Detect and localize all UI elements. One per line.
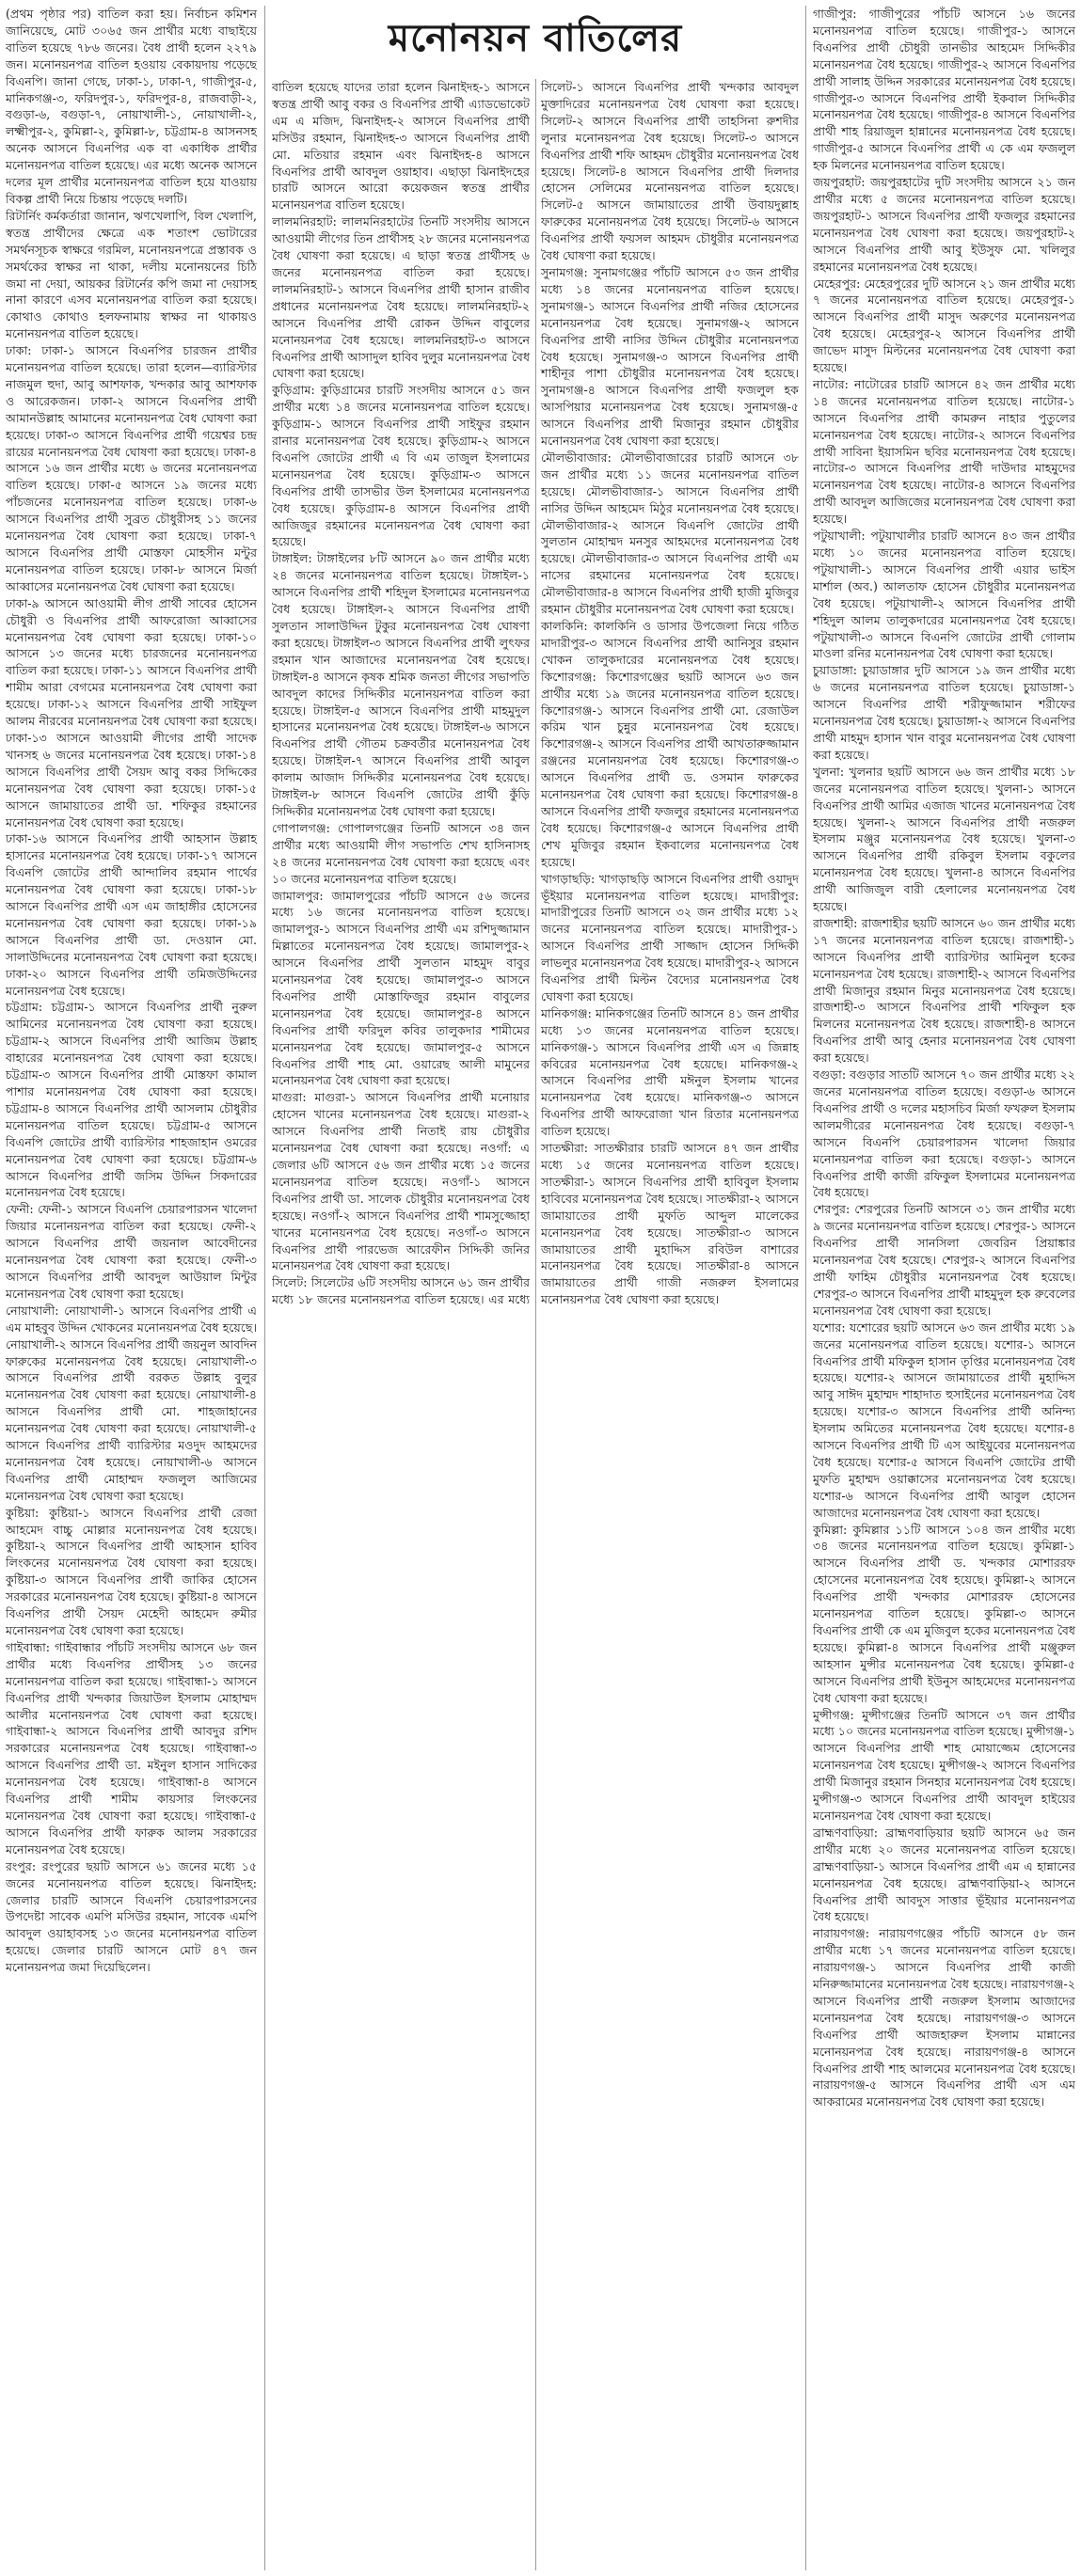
- article-paragraph: কুড়িগ্রাম: কুড়িগ্রামের চারটি সংসদীয় আসনে ৫১ জন প্রার্থীর মধ্যে ১৪ জনের মনোনয়নপত্র বাতিল হয়েছে। কুড়িগ্রাম-১ আসনে বিএনপির প্রার্থী সাইফুর রহমান রানার মনোনয়নপত্র বৈধ হয়েছে। কুড়িগ্রাম-২ আসনে বিএনপি জোটের প্রার্থী এ বি এম তাজুল ইসলামের মনোনয়নপত্র বৈধ হয়েছে। কুড়িগ্রাম-৩ আসনে বিএনপির প্রার্থী তাসভীর উল ইসলামের মনোনয়নপত্র বৈধ হয়েছে। কুড়িগ্রাম-৪ আসনে বিএনপির প্রার্থী আজিজুর রহমানের মনোনয়নপত্র বৈধ ঘোষণা করা হয়েছে।: [272, 383, 530, 549]
- article-paragraph: নারায়ণগঞ্জ: নারায়ণগঞ্জের পাঁচটি আসনে ৫৮ জন প্রার্থীর মধ্যে ১৭ জনের মনোনয়নপত্র বাতিল হয়েছে। নারায়ণগঞ্জ-১ আসনে বিএনপির প্রার্থী কাজী মনিরুজ্জামানের মনোনয়নপত্র বৈধ হয়েছে। নারায়ণগঞ্জ-২ আসনে বিএনপির প্রার্থী নজরুল ইসলাম আজাদের মনোনয়নপত্র বৈধ হয়েছে। নারায়ণগঞ্জ-৩ আসনে বিএনপির প্রার্থী আজহারুল ইসলাম মান্নানের মনোনয়নপত্র বৈধ হয়েছে। নারায়ণগঞ্জ-৪ আসনে বিএনপির প্রার্থী শাহ আলমের মনোনয়নপত্র বৈধ হয়েছে। নারায়ণগঞ্জ-৫ আসনে বিএনপির প্রার্থী এস এম আকরামের মনোনয়নপত্র বৈধ ঘোষণা করা হয়েছে।: [813, 1926, 1075, 2110]
- article-paragraph: লালমনিরহাট: লালমনিরহাটের তিনটি সংসদীয় আসনে আওয়ামী লীগের তিন প্রার্থীসহ ২৮ জনের মনোনয়নপত্র বৈধ ঘোষণা করা হয়েছে। এ ছাড়া স্বতন্ত্র প্রার্থীসহ ৬ জনের মনোনয়নপত্র বাতিল করা হয়েছে। লালমনিরহাট-১ আসনে বিএনপির প্রার্থী হাসান রাজীব প্রধানের মনোনয়নপত্র বৈধ হয়েছে। লালমনিরহাট-২ আসনে বিএনপির প্রার্থী রোকন উদ্দিন বাবুলের মনোনয়নপত্র বৈধ হয়েছে। লালমনিরহাট-৩ আসনে বিএনপির প্রার্থী আসাদুল হাবিব দুলুর মনোনয়নপত্র বৈধ ঘোষণা করা হয়েছে।: [272, 214, 530, 381]
- article-paragraph: সুনামগঞ্জ: সুনামগঞ্জের পাঁচটি আসনে ৫৩ জন প্রার্থীর মধ্যে ১৪ জনের মনোনয়নপত্র বাতিল হয়েছে। সুনামগঞ্জ-১ আসনে বিএনপির প্রার্থী নজির হোসেনের মনোনয়নপত্র বৈধ হয়েছে। সুনামগঞ্জ-২ আসনে বিএনপির প্রার্থী নাসির উদ্দিন চৌধুরীর মনোনয়নপত্র বৈধ হয়েছে। সুনামগঞ্জ-৩ আসনে বিএনপির প্রার্থী শাহীনূর পাশা চৌধুরীর মনোনয়নপত্র বৈধ হয়েছে। সুনামগঞ্জ-৪ আসনে বিএনপির প্রার্থী ফজলুল হক আসপিয়ার মনোনয়নপত্র বৈধ হয়েছে। সুনামগঞ্জ-৫ আসনে বিএনপির প্রার্থী মিজানুর রহমান চৌধুরীর মনোনয়নপত্র বৈধ ঘোষণা করা হয়েছে।: [541, 264, 799, 449]
- article-paragraph: টাঙ্গাইল: টাঙ্গাইলের ৮টি আসনে ৯০ জন প্রার্থীর মধ্যে ২৪ জনের মনোনয়নপত্র বাতিল হয়েছে। টাঙ্গাইল-১ আসনে বিএনপির প্রার্থী শহিদুল ইসলামের মনোনয়নপত্র বৈধ হয়েছে। টাঙ্গাইল-২ আসনে বিএনপির প্রার্থী সুলতান সালাউদ্দিন টুকুর মনোনয়নপত্র বৈধ ঘোষণা করা হয়েছে। টাঙ্গাইল-৩ আসনে বিএনপির প্রার্থী লুৎফর রহমান খান আজাদের মনোনয়নপত্র বৈধ হয়েছে। টাঙ্গাইল-৪ আসনে কৃষক শ্রমিক জনতা লীগের সভাপতি আবদুল কাদের সিদ্দিকীর মনোনয়নপত্র বাতিল করা হয়েছে। টাঙ্গাইল-৫ আসনে বিএনপির প্রার্থী মাহমুদুল হাসানের মনোনয়নপত্র বৈধ হয়েছে। টাঙ্গাইল-৬ আসনে বিএনপির প্রার্থী গৌতম চক্রবর্তীর মনোনয়নপত্র বৈধ হয়েছে। টাঙ্গাইল-৭ আসনে বিএনপির প্রার্থী আবুল কালাম আজাদ সিদ্দিকীর মনোনয়নপত্র বৈধ হয়েছে। টাঙ্গাইল-৮ আসনে বিএনপি জোটের প্রার্থী কুঁড়ি সিদ্দিকীর মনোনয়নপত্র বৈধ ঘোষণা করা হয়েছে।: [272, 551, 530, 818]
- article-paragraph: (প্রথম পৃষ্ঠার পর) বাতিল করা হয়। নির্বাচন কমিশন জানিয়েছে, মোট ৩০৬৫ জন প্রার্থীর মধ্যে বাছাইয়ে বাতিল হয়েছে ৭৮৬ জনের। বৈধ প্রার্থী হলেন ২২৭৯ জন। মনোনয়নপত্র বাতিল হওয়ায় বেকায়দায় পড়েছে বিএনপি। জানা গেছে, ঢাকা-১, ঢাকা-৭, গাজীপুর-৫, মানিকগঞ্জ-৩, ফরিদপুর-১, ফরিদপুর-৪, রাজবাড়ী-২, বগুড়া-৬, বগুড়া-৭, নোয়াখালী-১, নোয়াখালী-২, লক্ষ্মীপুর-২, কুমিল্লা-২, কুমিল্লা-৮, চট্টগ্রাম-৪ আসনসহ অনেক আসনে বিএনপির এক বা একাধিক প্রার্থীর মনোনয়নপত্র বাতিল হয়েছে। এর মধ্যে অনেক আসনে দলের মূল প্রার্থীর মনোনয়নপত্র বাতিল হয়ে যাওয়ায় বিকল্প প্রার্থী নিয়ে চিন্তায় পড়েছে দলটি।: [6, 7, 257, 206]
- article-paragraph: মুন্সীগঞ্জ: মুন্সীগঞ্জের তিনটি আসনে ৩৭ জন প্রার্থীর মধ্যে ১০ জনের মনোনয়নপত্র বাতিল হয়েছে। মুন্সীগঞ্জ-১ আসনে বিএনপির প্রার্থী শাহ মোয়াজ্জেম হোসেনের মনোনয়নপত্র বৈধ হয়েছে। মুন্সীগঞ্জ-২ আসনে বিএনপির প্রার্থী মিজানুর রহমান সিনহার মনোনয়নপত্র বৈধ হয়েছে। মুন্সীগঞ্জ-৩ আসনে বিএনপির প্রার্থী আবদুল হাইয়ের মনোনয়নপত্র বৈধ ঘোষণা করা হয়েছে।: [813, 1707, 1075, 1823]
- article-paragraph: খুলনা: খুলনার ছয়টি আসনে ৬৬ জন প্রার্থীর মধ্যে ১৮ জনের মনোনয়নপত্র বাতিল হয়েছে। খুলনা-১ আসনে বিএনপির প্রার্থী আমির এজাজ খানের মনোনয়নপত্র বৈধ হয়েছে। খুলনা-২ আসনে বিএনপির প্রার্থী নজরুল ইসলাম মঞ্জুর মনোনয়নপত্র বৈধ হয়েছে। খুলনা-৩ আসনে বিএনপির প্রার্থী রকিবুল ইসলাম বকুলের মনোনয়নপত্র বৈধ হয়েছে। খুলনা-৪ আসনে বিএনপির প্রার্থী আজিজুল বারী হেলালের মনোনয়নপত্র বৈধ হয়েছে।: [813, 764, 1075, 914]
- article-paragraph: ফেনী: ফেনী-১ আসনে বিএনপি চেয়ারপারসন খালেদা জিয়ার মনোনয়নপত্র বাতিল করা হয়েছে। ফেনী-২ আসনে বিএনপির প্রার্থী জয়নাল আবেদীনের মনোনয়নপত্র বৈধ ঘোষণা করা হয়েছে। ফেনী-৩ আসনে বিএনপির প্রার্থী আবদুল আউয়াল মিন্টুর মনোনয়নপত্র বৈধ ঘোষণা করা হয়েছে।: [6, 1202, 257, 1301]
- article-paragraph: বগুড়া: বগুড়ার সাতটি আসনে ৭০ জন প্রার্থীর মধ্যে ২২ জনের মনোনয়নপত্র বাতিল হয়েছে। বগুড়া-৬ আসনে বিএনপির প্রার্থী ও দলের মহাসচিব মির্জা ফখরুল ইসলাম আলমগীরের মনোনয়নপত্র বৈধ হয়েছে। বগুড়া-৭ আসনে বিএনপি চেয়ারপারসন খালেদা জিয়ার মনোনয়নপত্র বাতিল করা হয়েছে। বগুড়া-১ আসনে বিএনপির প্রার্থী কাজী রফিকুল ইসলামের মনোনয়নপত্র বৈধ হয়েছে।: [813, 1067, 1075, 1200]
- article-paragraph: জয়পুরহাট: জয়পুরহাটের দুটি সংসদীয় আসনে ২১ জন প্রার্থীর মধ্যে ৫ জনের মনোনয়নপত্র বাতিল হয়েছে। জয়পুরহাট-১ আসনে বিএনপির প্রার্থী ফজলুর রহমানের মনোনয়নপত্র বৈধ ঘোষণা করা হয়েছে। জয়পুরহাট-২ আসনে বিএনপির প্রার্থী আবু ইউসুফ মো. খলিলুর রহমানের মনোনয়নপত্র বৈধ হয়েছে।: [813, 175, 1075, 274]
- article-paragraph: চুয়াডাঙ্গা: চুয়াডাঙ্গার দুটি আসনে ১৯ জন প্রার্থীর মধ্যে ৬ জনের মনোনয়নপত্র বাতিল হয়েছে। চুয়াডাঙ্গা-১ আসনে বিএনপির প্রার্থী শরীফুজ্জামান শরীফের মনোনয়নপত্র বৈধ হয়েছে। চুয়াডাঙ্গা-২ আসনে বিএনপির প্রার্থী মাহমুদ হাসান খান বাবুর মনোনয়নপত্র বৈধ ঘোষণা করা হয়েছে।: [813, 663, 1075, 762]
- article-paragraph: ঢাকা-১৬ আসনে বিএনপির প্রার্থী আহসান উল্লাহ হাসানের মনোনয়নপত্র বৈধ হয়েছে। ঢাকা-১৭ আসনে বিএনপি জোটের প্রার্থী আন্দালিব রহমান পার্থের মনোনয়নপত্র বৈধ ঘোষণা করা হয়েছে। ঢাকা-১৮ আসনে বিএনপির প্রার্থী এস এম জাহাঙ্গীর হোসেনের মনোনয়নপত্র বৈধ ঘোষণা করা হয়েছে। ঢাকা-১৯ আসনে বিএনপির প্রার্থী ডা. দেওয়ান মো. সালাউদ্দিনের মনোনয়নপত্র বৈধ ঘোষণা করা হয়েছে। ঢাকা-২০ আসনে বিএনপির প্রার্থী তমিজউদ্দিনের মনোনয়নপত্র বৈধ হয়েছে।: [6, 831, 257, 998]
- article-paragraph: বাতিল হয়েছে যাদের তারা হলেন ঝিনাইদহ-১ আসনে স্বতন্ত্র প্রার্থী আবু বকর ও বিএনপির প্রার্থী এ্যাডভোকেট এম এ মজিদ, ঝিনাইদহ-২ আসনে বিএনপির প্রার্থী মসিউর রহমান, ঝিনাইদহ-৩ আসনে বিএনপির প্রার্থী মো. মতিয়ার রহমান এবং ঝিনাইদহ-৪ আসনে বিএনপির প্রার্থী আবদুল ওয়াহাব। এছাড়া ঝিনাইদহের চারটি আসনে আরো কয়েকজন স্বতন্ত্র প্রার্থীর মনোনয়নপত্র বাতিল হয়েছে।: [272, 80, 530, 213]
- article-paragraph: মৌলভীবাজার: মৌলভীবাজারের চারটি আসনে ৩৮ জন প্রার্থীর মধ্যে ১১ জনের মনোনয়নপত্র বাতিল হয়েছে। মৌলভীবাজার-১ আসনে বিএনপির প্রার্থী নাসির উদ্দিন আহমেদ মিঠুর মনোনয়নপত্র বৈধ হয়েছে। মৌলভীবাজার-২ আসনে বিএনপি জোটের প্রার্থী সুলতান মোহাম্মদ মনসুর আহমদের মনোনয়নপত্র বৈধ হয়েছে। মৌলভীবাজার-৩ আসনে বিএনপির প্রার্থী এম নাসের রহমানের মনোনয়নপত্র বৈধ হয়েছে। মৌলভীবাজার-৪ আসনে বিএনপির প্রার্থী হাজী মুজিবুর রহমান চৌধুরীর মনোনয়নপত্র বৈধ ঘোষণা করা হয়েছে।: [541, 450, 799, 617]
- article-paragraph: গোপালগঞ্জ: গোপালগঞ্জের তিনটি আসনে ৩৪ জন প্রার্থীর মধ্যে আওয়ামী লীগ সভাপতি শেখ হাসিনাসহ ২৪ জনের মনোনয়নপত্র বৈধ ঘোষণা করা হয়েছে এবং ১০ জনের মনোনয়নপত্র বাতিল হয়েছে।: [272, 820, 530, 886]
- article-paragraph: কুষ্টিয়া: কুষ্টিয়া-১ আসনে বিএনপির প্রার্থী রেজা আহমেদ বাচ্চু মোল্লার মনোনয়নপত্র বৈধ হয়েছে। কুষ্টিয়া-২ আসনে বিএনপির প্রার্থী আহসান হাবিব লিংকনের মনোনয়নপত্র বৈধ ঘোষণা করা হয়েছে। কুষ্টিয়া-৩ আসনে বিএনপির প্রার্থী জাকির হোসেন সরকারের মনোনয়নপত্র বৈধ হয়েছে। কুষ্টিয়া-৪ আসনে বিএনপির প্রার্থী সৈয়দ মেহেদী আহমেদ রুমীর মনোনয়নপত্র বৈধ ঘোষণা করা হয়েছে।: [6, 1505, 257, 1637]
- article-paragraph: কুমিল্লা: কুমিল্লার ১১টি আসনে ১০৪ জন প্রার্থীর মধ্যে ৩৪ জনের মনোনয়নপত্র বাতিল হয়েছে। কুমিল্লা-১ আসনে বিএনপির প্রার্থী ড. খন্দকার মোশাররফ হোসেনের মনোনয়নপত্র বৈধ হয়েছে। কুমিল্লা-২ আসনে বিএনপির প্রার্থী খন্দকার মোশাররফ হোসেনের মনোনয়নপত্র বাতিল হয়েছে। কুমিল্লা-৩ আসনে বিএনপির প্রার্থী কে এম মুজিবুল হকের মনোনয়নপত্র বৈধ হয়েছে। কুমিল্লা-৪ আসনে বিএনপির প্রার্থী মঞ্জুরুল আহসান মুন্সীর মনোনয়নপত্র বৈধ হয়েছে। কুমিল্লা-৫ আসনে বিএনপির প্রার্থী ইউনুস আহমেদের মনোনয়নপত্র বৈধ ঘোষণা করা হয়েছে।: [813, 1522, 1075, 1705]
- article-paragraph: ঢাকা-৯ আসনে আওয়ামী লীগ প্রার্থী সাবের হোসেন চৌধুরী ও বিএনপির প্রার্থী আফরোজা আব্বাসের মনোনয়নপত্র বৈধ ঘোষণা করা হয়েছে। ঢাকা-১০ আসনে ১৩ জনের মধ্যে চারজনের মনোনয়নপত্র বাতিল করা হয়েছে। ঢাকা-১১ আসনে বিএনপির প্রার্থী শামীম আরা বেগমের মনোনয়নপত্র বৈধ ঘোষণা করা হয়েছে। ঢাকা-১২ আসনে বিএনপির প্রার্থী সাইফুল আলম নীরবের মনোনয়নপত্র বৈধ ঘোষণা করা হয়েছে। ঢাকা-১৩ আসনে আওয়ামী লীগের প্রার্থী সাদেক খানসহ ৬ জনের মনোনয়নপত্র বৈধ হয়েছে। ঢাকা-১৪ আসনে বিএনপির প্রার্থী সৈয়দ আবু বকর সিদ্দিকের মনোনয়নপত্র বৈধ ঘোষণা করা হয়েছে। ঢাকা-১৫ আসনে জামায়াতের প্রার্থী ডা. শফিকুর রহমানের মনোনয়নপত্র বৈধ ঘোষণা করা হয়েছে।: [6, 595, 257, 830]
- article-paragraph: খাগড়াছড়ি: খাগড়াছড়ি আসনে বিএনপির প্রার্থী ওয়াদুদ ভূঁইয়ার মনোনয়নপত্র বাতিল হয়েছে। মাদারীপুর: মাদারীপুরের তিনটি আসনে ৩২ জন প্রার্থীর মধ্যে ১২ জনের মনোনয়নপত্র বাতিল হয়েছে। মাদারীপুর-১ আসনে বিএনপির প্রার্থী সাজ্জাদ হোসেন সিদ্দিকী লাভলুর মনোনয়নপত্র বৈধ হয়েছে। মাদারীপুর-২ আসনে বিএনপির প্রার্থী মিল্টন বৈদ্যের মনোনয়নপত্র বৈধ ঘোষণা করা হয়েছে।: [541, 871, 799, 1004]
- article-paragraph: কালকিনি: কালকিনি ও ডাসার উপজেলা নিয়ে গঠিত মাদারীপুর-৩ আসনে বিএনপির প্রার্থী আনিসুর রহমান খোকন তালুকদারের মনোনয়নপত্র বৈধ হয়েছে। কিশোরগঞ্জ: কিশোরগঞ্জের ছয়টি আসনে ৬৩ জন প্রার্থীর মধ্যে ১৯ জনের মনোনয়নপত্র বাতিল হয়েছে। কিশোরগঞ্জ-১ আসনে বিএনপির প্রার্থী মো. রেজাউল করিম খান চুন্নুর মনোনয়নপত্র বৈধ হয়েছে। কিশোরগঞ্জ-২ আসনে বিএনপির প্রার্থী আখতারুজ্জামান রঞ্জনের মনোনয়নপত্র বৈধ হয়েছে। কিশোরগঞ্জ-৩ আসনে বিএনপির প্রার্থী ড. ওসমান ফারুকের মনোনয়নপত্র বৈধ ঘোষণা করা হয়েছে। কিশোরগঞ্জ-৪ আসনে বিএনপির প্রার্থী ফজলুর রহমানের মনোনয়নপত্র বৈধ হয়েছে। কিশোরগঞ্জ-৫ আসনে বিএনপির প্রার্থী শেখ মুজিবুর রহমান ইকবালের মনোনয়নপত্র বৈধ হয়েছে।: [541, 619, 799, 869]
- article-paragraph: মানিকগঞ্জ: মানিকগঞ্জের তিনটি আসনে ৪১ জন প্রার্থীর মধ্যে ১৩ জনের মনোনয়নপত্র বাতিল হয়েছে। মানিকগঞ্জ-১ আসনে বিএনপির প্রার্থী এস এ জিন্নাহ কবিরের মনোনয়নপত্র বৈধ হয়েছে। মানিকগঞ্জ-২ আসনে বিএনপির প্রার্থী মঈনুল ইসলাম খানের মনোনয়নপত্র বৈধ হয়েছে। মানিকগঞ্জ-৩ আসনে বিএনপির প্রার্থী আফরোজা খান রিতার মনোনয়নপত্র বাতিল হয়েছে।: [541, 1005, 799, 1139]
- article-paragraph: নোয়াখালী: নোয়াখালী-১ আসনে বিএনপির প্রার্থী এ এম মাহবুব উদ্দিন খোকনের মনোনয়নপত্র বৈধ হয়েছে। নোয়াখালী-২ আসনে বিএনপির প্রার্থী জয়নুল আবদিন ফারুকের মনোনয়নপত্র বৈধ হয়েছে। নোয়াখালী-৩ আসনে বিএনপির প্রার্থী বরকত উল্লাহ বুলুর মনোনয়নপত্র বৈধ ঘোষণা করা হয়েছে। নোয়াখালী-৪ আসনে বিএনপির প্রার্থী মো. শাহজাহানের মনোনয়নপত্র বৈধ ঘোষণা করা হয়েছে। নোয়াখালী-৫ আসনে বিএনপির প্রার্থী ব্যারিস্টার মওদুদ আহমদের মনোনয়নপত্র বৈধ হয়েছে। নোয়াখালী-৬ আসনে বিএনপির প্রার্থী মোহাম্মদ ফজলুল আজিমের মনোনয়নপত্র বৈধ ঘোষণা করা হয়েছে।: [6, 1303, 257, 1503]
- article-paragraph: জামালপুর: জামালপুরের পাঁচটি আসনে ৫৬ জনের মধ্যে ১৬ জনের মনোনয়নপত্র বাতিল হয়েছে। জামালপুর-১ আসনে বিএনপির প্রার্থী এম রশিদুজ্জামান মিল্লাতের মনোনয়নপত্র বৈধ হয়েছে। জামালপুর-২ আসনে বিএনপির প্রার্থী সুলতান মাহমুদ বাবুর মনোনয়নপত্র বৈধ হয়েছে। জামালপুর-৩ আসনে বিএনপির প্রার্থী মোস্তাফিজুর রহমান বাবুলের মনোনয়নপত্র বৈধ হয়েছে। জামালপুর-৪ আসনে বিএনপির প্রার্থী ফরিদুল কবির তালুকদার শামীমের মনোনয়নপত্র বৈধ হয়েছে। জামালপুর-৫ আসনে বিএনপির প্রার্থী শাহ মো. ওয়ারেছ আলী মামুনের মনোনয়নপত্র বৈধ ঘোষণা করা হয়েছে।: [272, 888, 530, 1088]
- article-paragraph: রিটার্নিং কর্মকর্তারা জানান, ঋণখেলাপি, বিল খেলাপি, স্বতন্ত্র প্রার্থীদের ক্ষেত্রে এক শতাংশ ভোটারের সমর্থনসূচক স্বাক্ষরে গরমিল, মনোনয়নপত্রে প্রস্তাবক ও সমর্থকের স্বাক্ষর না থাকা, দলীয় মনোনয়নের চিঠি জমা না দেয়া, আয়কর রিটার্নের কপি জমা না দেয়াসহ নানা কারণে এসব মনোনয়নপত্র বাতিল করা হয়েছে। কোথাও কোথাও হলফনামায় স্বাক্ষর না থাকায়ও মনোনয়নপত্র বাতিল হয়েছে।: [6, 208, 257, 341]
- article-paragraph: ঢাকা: ঢাকা-১ আসনে বিএনপির চারজন প্রার্থীর মনোনয়নপত্র বাতিল হয়েছে। তারা হলেন—ব্যারিস্টার নাজমুল হুদা, আবু আশফাক, খন্দকার আবু আশফাক ও আরেকজন। ঢাকা-২ আসনে বিএনপির প্রার্থী আমানউল্লাহ আমানের মনোনয়নপত্র বৈধ ঘোষণা করা হয়েছে। ঢাকা-৩ আসনে বিএনপির প্রার্থী গয়েশ্বর চন্দ্র রায়ের মনোনয়নপত্র বৈধ ঘোষণা করা হয়েছে। ঢাকা-৪ আসনে ১৬ জন প্রার্থীর মধ্যে ৬ জনের মনোনয়নপত্র বাতিল হয়েছে। ঢাকা-৫ আসনে ১৯ জনের মধ্যে পাঁচজনের মনোনয়নপত্র বাতিল হয়েছে। ঢাকা-৬ আসনে বিএনপির প্রার্থী সুব্রত চৌধুরীসহ ১১ জনের মনোনয়নপত্র বৈধ ঘোষণা করা হয়েছে। ঢাকা-৭ আসনে বিএনপির প্রার্থী মোস্তফা মোহসীন মন্টুর মনোনয়নপত্র বাতিল হয়েছে। ঢাকা-৮ আসনে মির্জা আব্বাসের মনোনয়নপত্র বৈধ ঘোষণা করা হয়েছে।: [6, 343, 257, 593]
- article-paragraph: গাইবান্ধা: গাইবান্ধার পাঁচটি সংসদীয় আসনে ৬৮ জন প্রার্থীর মধ্যে বিএনপির প্রার্থীসহ ১৩ জনের মনোনয়নপত্র বাতিল করা হয়েছে। গাইবান্ধা-১ আসনে বিএনপির প্রার্থী খন্দকার জিয়াউল ইসলাম মোহাম্মদ আলীর মনোনয়নপত্র বৈধ ঘোষণা করা হয়েছে। গাইবান্ধা-২ আসনে বিএনপির প্রার্থী আবদুর রশিদ সরকারের মনোনয়নপত্র বৈধ হয়েছে। গাইবান্ধা-৩ আসনে বিএনপির প্রার্থী ডা. মইনুল হাসান সাদিকের মনোনয়নপত্র বৈধ হয়েছে। গাইবান্ধা-৪ আসনে বিএনপির প্রার্থী শামীম কায়সার লিংকনের মনোনয়নপত্র বৈধ ঘোষণা করা হয়েছে। গাইবান্ধা-৫ আসনে বিএনপির প্রার্থী ফারুক আলম সরকারের মনোনয়নপত্র বৈধ হয়েছে।: [6, 1639, 257, 1857]
- article-headline: মনোনয়ন বাতিলের: [388, 16, 683, 60]
- column-middle-text: [272, 79, 799, 2570]
- article-paragraph: যশোর: যশোরের ছয়টি আসনে ৬৩ জন প্রার্থীর মধ্যে ১৯ জনের মনোনয়নপত্র বাতিল হয়েছে। যশোর-১ আসনে বিএনপির প্রার্থী মফিকুল হাসান তৃপ্তির মনোনয়নপত্র বৈধ হয়েছে। যশোর-২ আসনে জামায়াতের প্রার্থী মুহাদ্দিস আবু সাঈদ মুহাম্মদ শাহাদাত হুসাইনের মনোনয়নপত্র বৈধ হয়েছে। যশোর-৩ আসনে বিএনপির প্রার্থী অনিন্দ্য ইসলাম অমিতের মনোনয়নপত্র বৈধ হয়েছে। যশোর-৪ আসনে বিএনপির প্রার্থী টি এস আইয়ুবের মনোনয়নপত্র বৈধ হয়েছে। যশোর-৫ আসনে বিএনপি জোটের প্রার্থী মুফতি মুহাম্মদ ওয়াক্কাসের মনোনয়নপত্র বৈধ হয়েছে। যশোর-৬ আসনে বিএনপির প্রার্থী আবুল হোসেন আজাদের মনোনয়নপত্র বৈধ ঘোষণা করা হয়েছে।: [813, 1320, 1075, 1520]
- article-paragraph: সাতক্ষীরা: সাতক্ষীরার চারটি আসনে ৪৭ জন প্রার্থীর মধ্যে ১৫ জনের মনোনয়নপত্র বাতিল হয়েছে। সাতক্ষীরা-১ আসনে বিএনপির প্রার্থী হাবিবুল ইসলাম হাবিবের মনোনয়নপত্র বৈধ হয়েছে। সাতক্ষীরা-২ আসনে জামায়াতের প্রার্থী মুফতি আব্দুল মালেকের মনোনয়নপত্র বৈধ হয়েছে। সাতক্ষীরা-৩ আসনে জামায়াতের প্রার্থী মুহাদ্দিস রবিউল বাশারের মনোনয়নপত্র বৈধ হয়েছে। সাতক্ষীরা-৪ আসনে জামায়াতের প্রার্থী গাজী নজরুল ইসলামের মনোনয়নপত্র বৈধ ঘোষণা করা হয়েছে।: [541, 1141, 799, 1307]
- column-divider-left: [264, 6, 265, 2570]
- article-paragraph: গাজীপুর: গাজীপুরের পাঁচটি আসনে ১৬ জনের মনোনয়নপত্র বাতিল হয়েছে। গাজীপুর-১ আসনে বিএনপির প্রার্থী চৌধুরী তানভীর আহমেদ সিদ্দিকীর মনোনয়নপত্র বৈধ হয়েছে। গাজীপুর-২ আসনে বিএনপির প্রার্থী সালাহ উদ্দিন সরকারের মনোনয়নপত্র বৈধ হয়েছে। গাজীপুর-৩ আসনে বিএনপির প্রার্থী ইকবাল সিদ্দিকীর মনোনয়নপত্র বৈধ হয়েছে। গাজীপুর-৪ আসনে বিএনপির প্রার্থী শাহ রিয়াজুল হান্নানের মনোনয়নপত্র বৈধ হয়েছে। গাজীপুর-৫ আসনে বিএনপির প্রার্থী এ কে এম ফজলুল হক মিলনের মনোনয়নপত্র বাতিল হয়েছে।: [813, 7, 1075, 173]
- article-paragraph: মাগুরা: মাগুরা-১ আসনে বিএনপির প্রার্থী মনোয়ার হোসেন খানের মনোনয়নপত্র বৈধ হয়েছে। মাগুরা-২ আসনে বিএনপির প্রার্থী নিতাই রায় চৌধুরীর মনোনয়নপত্র বৈধ ঘোষণা করা হয়েছে। নওগাঁ: এ জেলার ৬টি আসনে ৫৬ জন প্রার্থীর মধ্যে ১৫ জনের মনোনয়নপত্র বাতিল হয়েছে। নওগাঁ-১ আসনে বিএনপির প্রার্থী ডা. সালেক চৌধুরীর মনোনয়নপত্র বৈধ হয়েছে। নওগাঁ-২ আসনে বিএনপির প্রার্থী শামসুজ্জোহা খানের মনোনয়নপত্র বৈধ হয়েছে। নওগাঁ-৩ আসনে বিএনপির প্রার্থী পারভেজ আরেফীন সিদ্দিকী জনির মনোনয়নপত্র বৈধ ঘোষণা করা হয়েছে।: [272, 1090, 530, 1273]
- article-paragraph: চট্টগ্রাম: চট্টগ্রাম-১ আসনে বিএনপির প্রার্থী নুরুল আমিনের মনোনয়নপত্র বৈধ ঘোষণা করা হয়েছে। চট্টগ্রাম-২ আসনে বিএনপির প্রার্থী আজিম উল্লাহ বাহারের মনোনয়নপত্র বৈধ ঘোষণা করা হয়েছে। চট্টগ্রাম-৩ আসনে বিএনপির প্রার্থী মোস্তফা কামাল পাশার মনোনয়নপত্র বৈধ ঘোষণা করা হয়েছে। চট্টগ্রাম-৪ আসনে বিএনপির প্রার্থী আসলাম চৌধুরীর মনোনয়নপত্র বাতিল হয়েছে। চট্টগ্রাম-৫ আসনে বিএনপি জোটের প্রার্থী ব্যারিস্টার শাহজাহান ওমরের মনোনয়নপত্র বৈধ ঘোষণা করা হয়েছে। চট্টগ্রাম-৬ আসনে বিএনপির প্রার্থী জসিম উদ্দিন সিকদারের মনোনয়নপত্র বৈধ হয়েছে।: [6, 1000, 257, 1200]
- article-paragraph: ব্রাহ্মণবাড়িয়া: ব্রাহ্মণবাড়িয়ার ছয়টি আসনে ৬৫ জন প্রার্থীর মধ্যে ২০ জনের মনোনয়নপত্র বাতিল হয়েছে। ব্রাহ্মণবাড়িয়া-১ আসনে বিএনপির প্রার্থী এম এ হান্নানের মনোনয়নপত্র বৈধ হয়েছে। ব্রাহ্মণবাড়িয়া-২ আসনে বিএনপির প্রার্থী আবদুস সাত্তার ভূঁইয়ার মনোনয়নপত্র বৈধ হয়েছে।: [813, 1825, 1075, 1924]
- article-paragraph: নাটোর: নাটোরের চারটি আসনে ৪২ জন প্রার্থীর মধ্যে ১৪ জনের মনোনয়নপত্র বাতিল হয়েছে। নাটোর-১ আসনে বিএনপির প্রার্থী কামরুন নাহার পুতুলের মনোনয়নপত্র বৈধ হয়েছে। নাটোর-২ আসনে বিএনপির প্রার্থী সাবিনা ইয়াসমিন ছবির মনোনয়নপত্র বৈধ হয়েছে। নাটোর-৩ আসনে বিএনপির প্রার্থী দাউদার মাহমুদের মনোনয়নপত্র বৈধ হয়েছে। নাটোর-৪ আসনে বিএনপির প্রার্থী আবদুল আজিজের মনোনয়নপত্র বৈধ ঘোষণা করা হয়েছে।: [813, 376, 1075, 527]
- column-middle: [272, 79, 799, 2570]
- article-paragraph: সিলেট: সিলেটের ৬টি সংসদীয় আসনে ৬১ জন প্রার্থীর মধ্যে ১৮ জনের মনোনয়নপত্র বাতিল হয়েছে। এর মধ্যে সিলেট-১ আসনে বিএনপির প্রার্থী খন্দকার আবদুল মুক্তাদিরের মনোনয়নপত্র বৈধ ঘোষণা করা হয়েছে। সিলেট-২ আসনে বিএনপির প্রার্থী তাহসিনা রুশদীর লুনার মনোনয়নপত্র বৈধ হয়েছে। সিলেট-৩ আসনে বিএনপির প্রার্থী শফি আহমদ চৌধুরীর মনোনয়নপত্র বৈধ হয়েছে। সিলেট-৪ আসনে বিএনপির প্রার্থী দিলদার হোসেন সেলিমের মনোনয়নপত্র বাতিল হয়েছে। সিলেট-৫ আসনে জামায়াতের প্রার্থী উবায়দুল্লাহ ফারুকের মনোনয়নপত্র বৈধ হয়েছে। সিলেট-৬ আসনে বিএনপির প্রার্থী ফয়সল আহমদ চৌধুরীর মনোনয়নপত্র বৈধ ঘোষণা করা হয়েছে।: [272, 80, 799, 1307]
- column-left: [6, 6, 257, 2570]
- article-paragraph: রাজশাহী: রাজশাহীর ছয়টি আসনে ৬০ জন প্রার্থীর মধ্যে ১৭ জনের মনোনয়নপত্র বাতিল হয়েছে। রাজশাহী-১ আসনে বিএনপির প্রার্থী ব্যারিস্টার আমিনুল হকের মনোনয়নপত্র বৈধ হয়েছে। রাজশাহী-২ আসনে বিএনপির প্রার্থী মিজানুর রহমান মিনুর মনোনয়নপত্র বৈধ হয়েছে। রাজশাহী-৩ আসনে বিএনপির প্রার্থী শফিকুল হক মিলনের মনোনয়নপত্র বৈধ হয়েছে। রাজশাহী-৪ আসনে বিএনপির প্রার্থী আবু হেনার মনোনয়নপত্র বৈধ ঘোষণা করা হয়েছে।: [813, 915, 1075, 1066]
- article-paragraph: মেহেরপুর: মেহেরপুরের দুটি আসনে ২১ জন প্রার্থীর মধ্যে ৭ জনের মনোনয়নপত্র বাতিল হয়েছে। মেহেরপুর-১ আসনে বিএনপির প্রার্থী মাসুদ অরুণের মনোনয়নপত্র বৈধ হয়েছে। মেহেরপুর-২ আসনে বিএনপির প্রার্থী জাভেদ মাসুদ মিল্টনের মনোনয়নপত্র বৈধ ঘোষণা করা হয়েছে।: [813, 276, 1075, 375]
- column-divider-right: [805, 6, 806, 2570]
- article-paragraph: রংপুর: রংপুরের ছয়টি আসনে ৬১ জনের মধ্যে ১৫ জনের মনোনয়নপত্র বাতিল হয়েছে। ঝিনাইদহ: জেলার চারটি আসনে বিএনপি চেয়ারপারসনের উপদেষ্টা সাবেক এমপি মসিউর রহমান, সাবেক এমপি আবদুল ওয়াহাবসহ ১৩ জনের মনোনয়নপত্র বাতিল হয়েছে। জেলার চারটি আসনে মোট ৪৭ জন মনোনয়নপত্র জমা দিয়েছিলেন।: [6, 1858, 257, 1975]
- article-paragraph: শেরপুর: শেরপুরের তিনটি আসনে ৩১ জন প্রার্থীর মধ্যে ৯ জনের মনোনয়নপত্র বাতিল হয়েছে। শেরপুর-১ আসনে বিএনপির প্রার্থী সানসিলা জেবরিন প্রিয়াঙ্কার মনোনয়নপত্র বৈধ হয়েছে। শেরপুর-২ আসনে বিএনপির প্রার্থী ফাহিম চৌধুরীর মনোনয়নপত্র বৈধ হয়েছে। শেরপুর-৩ আসনে বিএনপির প্রার্থী মাহমুদুল হক রুবেলের মনোনয়নপত্র বৈধ ঘোষণা করা হয়েছে।: [813, 1202, 1075, 1318]
- newspaper-page: [6, 6, 1075, 2570]
- article-paragraph: পটুয়াখালী: পটুয়াখালীর চারটি আসনে ৪৩ জন প্রার্থীর মধ্যে ১০ জনের মনোনয়নপত্র বাতিল হয়েছে। পটুয়াখালী-১ আসনে বিএনপির প্রার্থী এয়ার ভাইস মার্শাল (অব.) আলতাফ হোসেন চৌধুরীর মনোনয়নপত্র বৈধ হয়েছে। পটুয়াখালী-২ আসনে বিএনপির প্রার্থী শহিদুল আলম তালুকদারের মনোনয়নপত্র বৈধ হয়েছে। পটুয়াখালী-৩ আসনে বিএনপি জোটের প্রার্থী গোলাম মাওলা রনির মনোনয়নপত্র বৈধ ঘোষণা করা হয়েছে।: [813, 529, 1075, 661]
- column-right: [813, 6, 1075, 2570]
- headline-box: [272, 9, 799, 70]
